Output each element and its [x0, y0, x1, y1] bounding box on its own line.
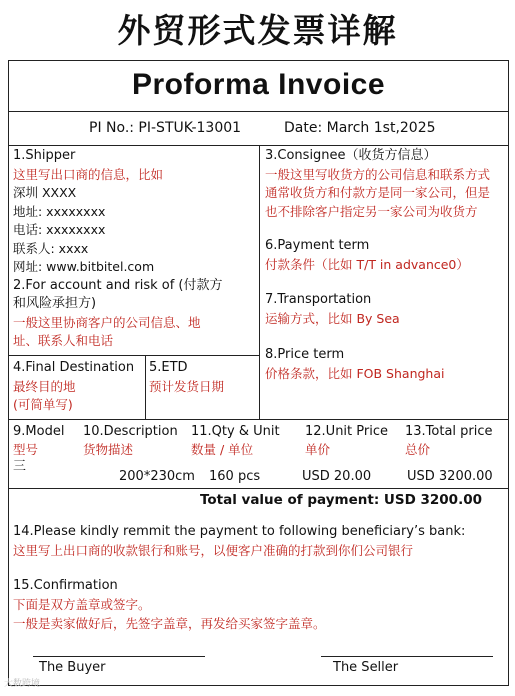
divider-columns [9, 419, 508, 420]
divider-destination [9, 355, 259, 356]
remit-hint: 这里写上出口商的收款银行和账号，以便客户准确的打款到你们公司银行 [13, 543, 414, 558]
col-qty-unit: 11.Qty & Unit [191, 424, 280, 439]
buyer-signature-line [33, 656, 205, 657]
shipper-line: 深圳 XXXX [13, 185, 77, 200]
shipper-line: 电话: xxxxxxxx [13, 222, 106, 237]
transportation-label: 7.Transportation [265, 292, 372, 307]
invoice-frame [8, 60, 509, 686]
consignee-label: 3.Consignee（收货方信息） [265, 148, 437, 163]
payment-term-hint: 付款条件（比如 T/T in advance0） [265, 256, 469, 272]
col-total-price-hint: 总价 [405, 442, 431, 457]
consignee-hint: 一般这里写收货方的公司信息和联系方式 [265, 166, 491, 182]
col-total-price: 13.Total price [405, 424, 493, 439]
final-destination-block [13, 359, 134, 415]
etd-hint: 预计发货日期 [149, 378, 225, 394]
consignee-block [265, 147, 490, 221]
shipper-hint: 这里写出口商的信息，比如 [13, 166, 164, 182]
confirmation-hint: 下面是双方盖章或签字。 [13, 597, 151, 612]
shipper-line: 联系人: xxxx [13, 240, 89, 256]
row-qty: 160 pcs [209, 469, 261, 484]
col-unit-price-hint: 单价 [305, 442, 331, 457]
transportation-block [265, 291, 400, 328]
buyer-label: The Buyer [39, 660, 106, 675]
pi-number: PI No.: PI-STUK-13001 [89, 120, 242, 136]
price-term-hint: 价格条款，比如 FOB Shanghai [265, 365, 445, 381]
etd-block [149, 359, 224, 396]
invoice-title: Proforma Invoice [131, 68, 386, 101]
confirmation-label: 15.Confirmation [13, 578, 118, 593]
col-description: 10.Description [83, 424, 178, 439]
shipper-block [13, 147, 223, 351]
etd-label: 5.ETD [149, 360, 188, 375]
price-term-block [265, 346, 444, 383]
invoice-date: Date: March 1st,2025 [284, 120, 436, 136]
row-unit-price: USD 20.00 [302, 469, 372, 484]
page-heading: 外贸形式发票详解 [117, 11, 398, 50]
account-label: 2.For account and risk of (付款方 [13, 277, 223, 293]
col-description-hint: 货物描述 [83, 442, 134, 457]
col-unit-price: 12.Unit Price [305, 424, 388, 439]
col-model: 9.Model [13, 424, 65, 439]
shipper-line: 网址: www.bitbitel.com [13, 259, 155, 274]
col-model-hint: 型号 [13, 442, 39, 457]
remit-label: 14.Please kindly remmit the payment to following beneficiary’s bank: [13, 524, 466, 539]
watermark: 大数跨境 [4, 679, 41, 689]
final-destination-label: 4.Final Destination [13, 360, 135, 375]
row-description: 200*230cm [119, 469, 195, 484]
consignee-hint: 通常收货方和付款方是同一家公司，但是 [265, 185, 491, 200]
seller-signature-line [321, 656, 493, 657]
account-hint: 一般这里协商客户的公司信息、地 [13, 314, 201, 330]
account-hint-cont: 址、联系人和电话 [13, 333, 114, 348]
row-total-price: USD 3200.00 [407, 469, 493, 484]
consignee-hint: 也不排除客户指定另一家公司为收货方 [265, 203, 478, 219]
confirmation-hint-cont: 一般是卖家做好后，先签字盖章，再发给买家签字盖章。 [13, 616, 326, 631]
col-qty-unit-hint: 数量 / 单位 [191, 442, 254, 457]
final-destination-hint-cont: (可简单写) [13, 397, 73, 412]
payment-term-label: 6.Payment term [265, 238, 370, 253]
final-destination-hint: 最终目的地 [13, 378, 76, 394]
shipper-line: 地址: xxxxxxxx [13, 203, 106, 219]
row-model: 三 [13, 459, 27, 474]
seller-label: The Seller [333, 660, 399, 675]
total-value: Total value of payment: USD 3200.00 [199, 492, 482, 508]
account-label-cont: 和风险承担方) [13, 296, 97, 311]
divider-destination-etd [145, 355, 146, 419]
price-term-label: 8.Price term [265, 347, 345, 362]
divider-total [9, 488, 508, 489]
divider-title [9, 111, 508, 112]
payment-term-block [265, 237, 469, 274]
transportation-hint: 运输方式，比如 By Sea [265, 310, 400, 326]
shipper-label: 1.Shipper [13, 148, 76, 163]
divider-vertical-main [259, 145, 260, 419]
